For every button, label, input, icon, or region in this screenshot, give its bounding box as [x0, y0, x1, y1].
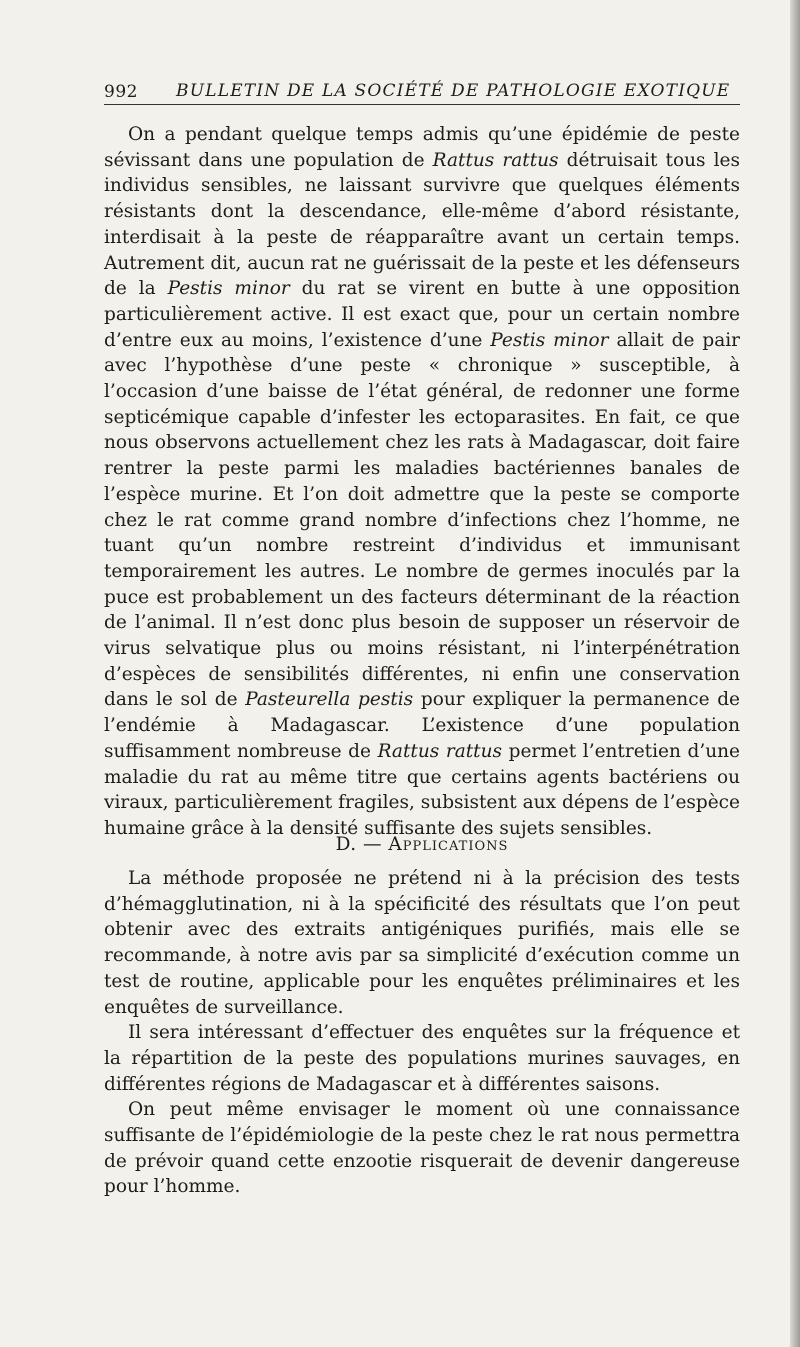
species-name: Rattus rattus [377, 740, 502, 762]
journal-title: BULLETIN DE LA SOCIÉTÉ DE PATHOLOGIE EXOTIQUE [176, 81, 731, 101]
species-name: Rattus rattus [432, 149, 559, 171]
section-heading [104, 834, 740, 855]
page-number: 992 [104, 82, 138, 102]
species-name: Pestis minor [167, 278, 290, 300]
page-header [104, 78, 740, 105]
paragraph-3: Il sera intéressant d’effectuer des enquêtes sur la fréquence et la répartition de la peste des populations murines sauvages, en différentes régions de Madagascar et à différentes saisons. [104, 1022, 740, 1095]
text-run: détruisait tous les individus sensibles, ne laissant survivre que quelques éléments résistants dont la descendance, elle-même d’abord résistante, interdisait à la peste de réapparaître avant un certain temps. Autrement dit, aucun rat ne guérissait de la peste et les défenseurs de la [104, 149, 740, 300]
section-label: D. — [335, 834, 389, 855]
species-name: Pestis minor [490, 329, 609, 351]
paragraph-2: La méthode proposée ne prétend ni à la précision des tests d’hémagglutination, ni à la spécificité des résultats que l’on peut obtenir avec des extraits antigéniques purifiés, mais elle se recommande, à notre avis par sa simplicité d’exécution comme un test de routine, applicable pour les enquêtes préliminaires et les enquêtes de surveillance. [104, 868, 740, 1018]
text-run: pour expliquer la permanence de l’endémie à Madagascar. L’existence d’une population suffisamment nombreuse de [104, 689, 740, 762]
text-run: allait de pair avec l’hypothèse d’une peste « chronique » susceptible, à l’occasion d’une baisse de l’état général, de redonner une forme septicémique capable d’infester les ectoparasites. En fait, ce que nous observons actuellement chez les rats à Madagascar, doit faire rentrer la peste parmi les maladies bactériennes banales de l’espèce murine. Et l’on doit admettre que la peste se comporte chez le rat comme grand nombre d’infections chez l’homme, ne tuant qu’un nombre restreint d’individus et immunisant temporairement les autres. Le nombre de germes inoculés par la puce est probablement un des facteurs déterminant de la réaction de l’animal. Il n’est donc plus besoin de supposer un réservoir de virus selvatique plus ou moins résistant, ni l’interpénétration d’espèces de sensibilités différentes, ni enfin une conservation dans le sol de [104, 329, 740, 711]
species-name: Pasteurella pestis [245, 689, 414, 711]
paragraph-1 [104, 122, 740, 842]
applications-text [104, 866, 740, 1200]
page-edge-shadow [790, 0, 800, 1347]
section-title: Applications [388, 834, 509, 855]
paragraph-4: On peut même envisager le moment où une connaissance suffisante de l’épidémiologie de la peste chez le rat nous permettra de prévoir quand cette enzootie risquerait de devenir dangereuse pour l’homme. [104, 1099, 740, 1198]
main-text [104, 122, 740, 842]
text-run: On a pendant quelque temps admis qu’une épidémie de peste sévissant dans une population de [104, 124, 740, 171]
text-run: du rat se virent en butte à une opposition particulièrement active. Il est exact que, pour un certain nombre d’entre eux au moins, l’existence d’une [104, 278, 741, 351]
text-run: permet l’entretien d’une maladie du rat au même titre que certains agents bactériens ou viraux, particulièrement fragiles, subsistent aux dépens de l’espèce humaine grâce à la densité suffisante des sujets sensibles. [104, 740, 740, 839]
